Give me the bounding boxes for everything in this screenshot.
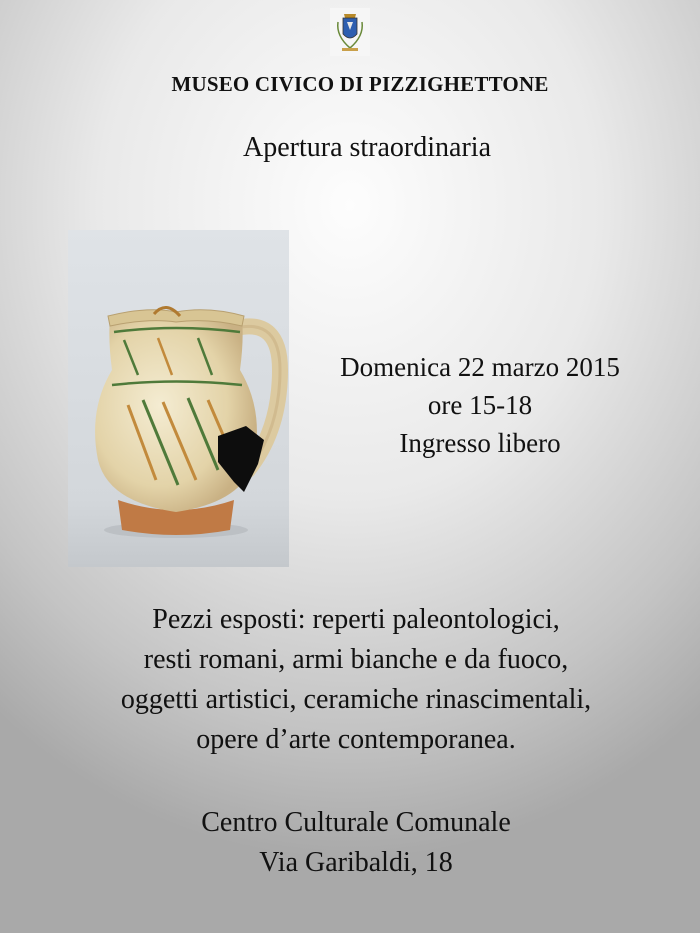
coat-of-arms-icon bbox=[330, 8, 370, 56]
event-subtitle: Apertura straordinaria bbox=[243, 132, 491, 163]
event-hours: ore 15-18 bbox=[427, 390, 533, 420]
exhibits-description bbox=[0, 600, 700, 760]
exhibits-line: opere d’arte contemporanea. bbox=[196, 724, 516, 755]
venue-name: Centro Culturale Comunale bbox=[201, 807, 511, 838]
exhibits-line: Pezzi esposti: reperti paleontologici, bbox=[152, 604, 560, 635]
venue-address: Via Garibaldi, 18 bbox=[259, 847, 453, 878]
event-date: Domenica 22 marzo 2015 bbox=[340, 352, 620, 382]
exhibits-line: resti romani, armi bianche e da fuoco, bbox=[143, 644, 569, 675]
venue bbox=[0, 803, 700, 883]
exhibits-line: oggetti artistici, ceramiche rinascimentali, bbox=[120, 684, 592, 715]
event-admission: Ingresso libero bbox=[399, 428, 561, 458]
ceramic-jug-photo bbox=[68, 230, 289, 567]
event-info bbox=[300, 348, 660, 462]
museum-title: MUSEO CIVICO DI PIZZIGHETTONE bbox=[171, 72, 549, 96]
